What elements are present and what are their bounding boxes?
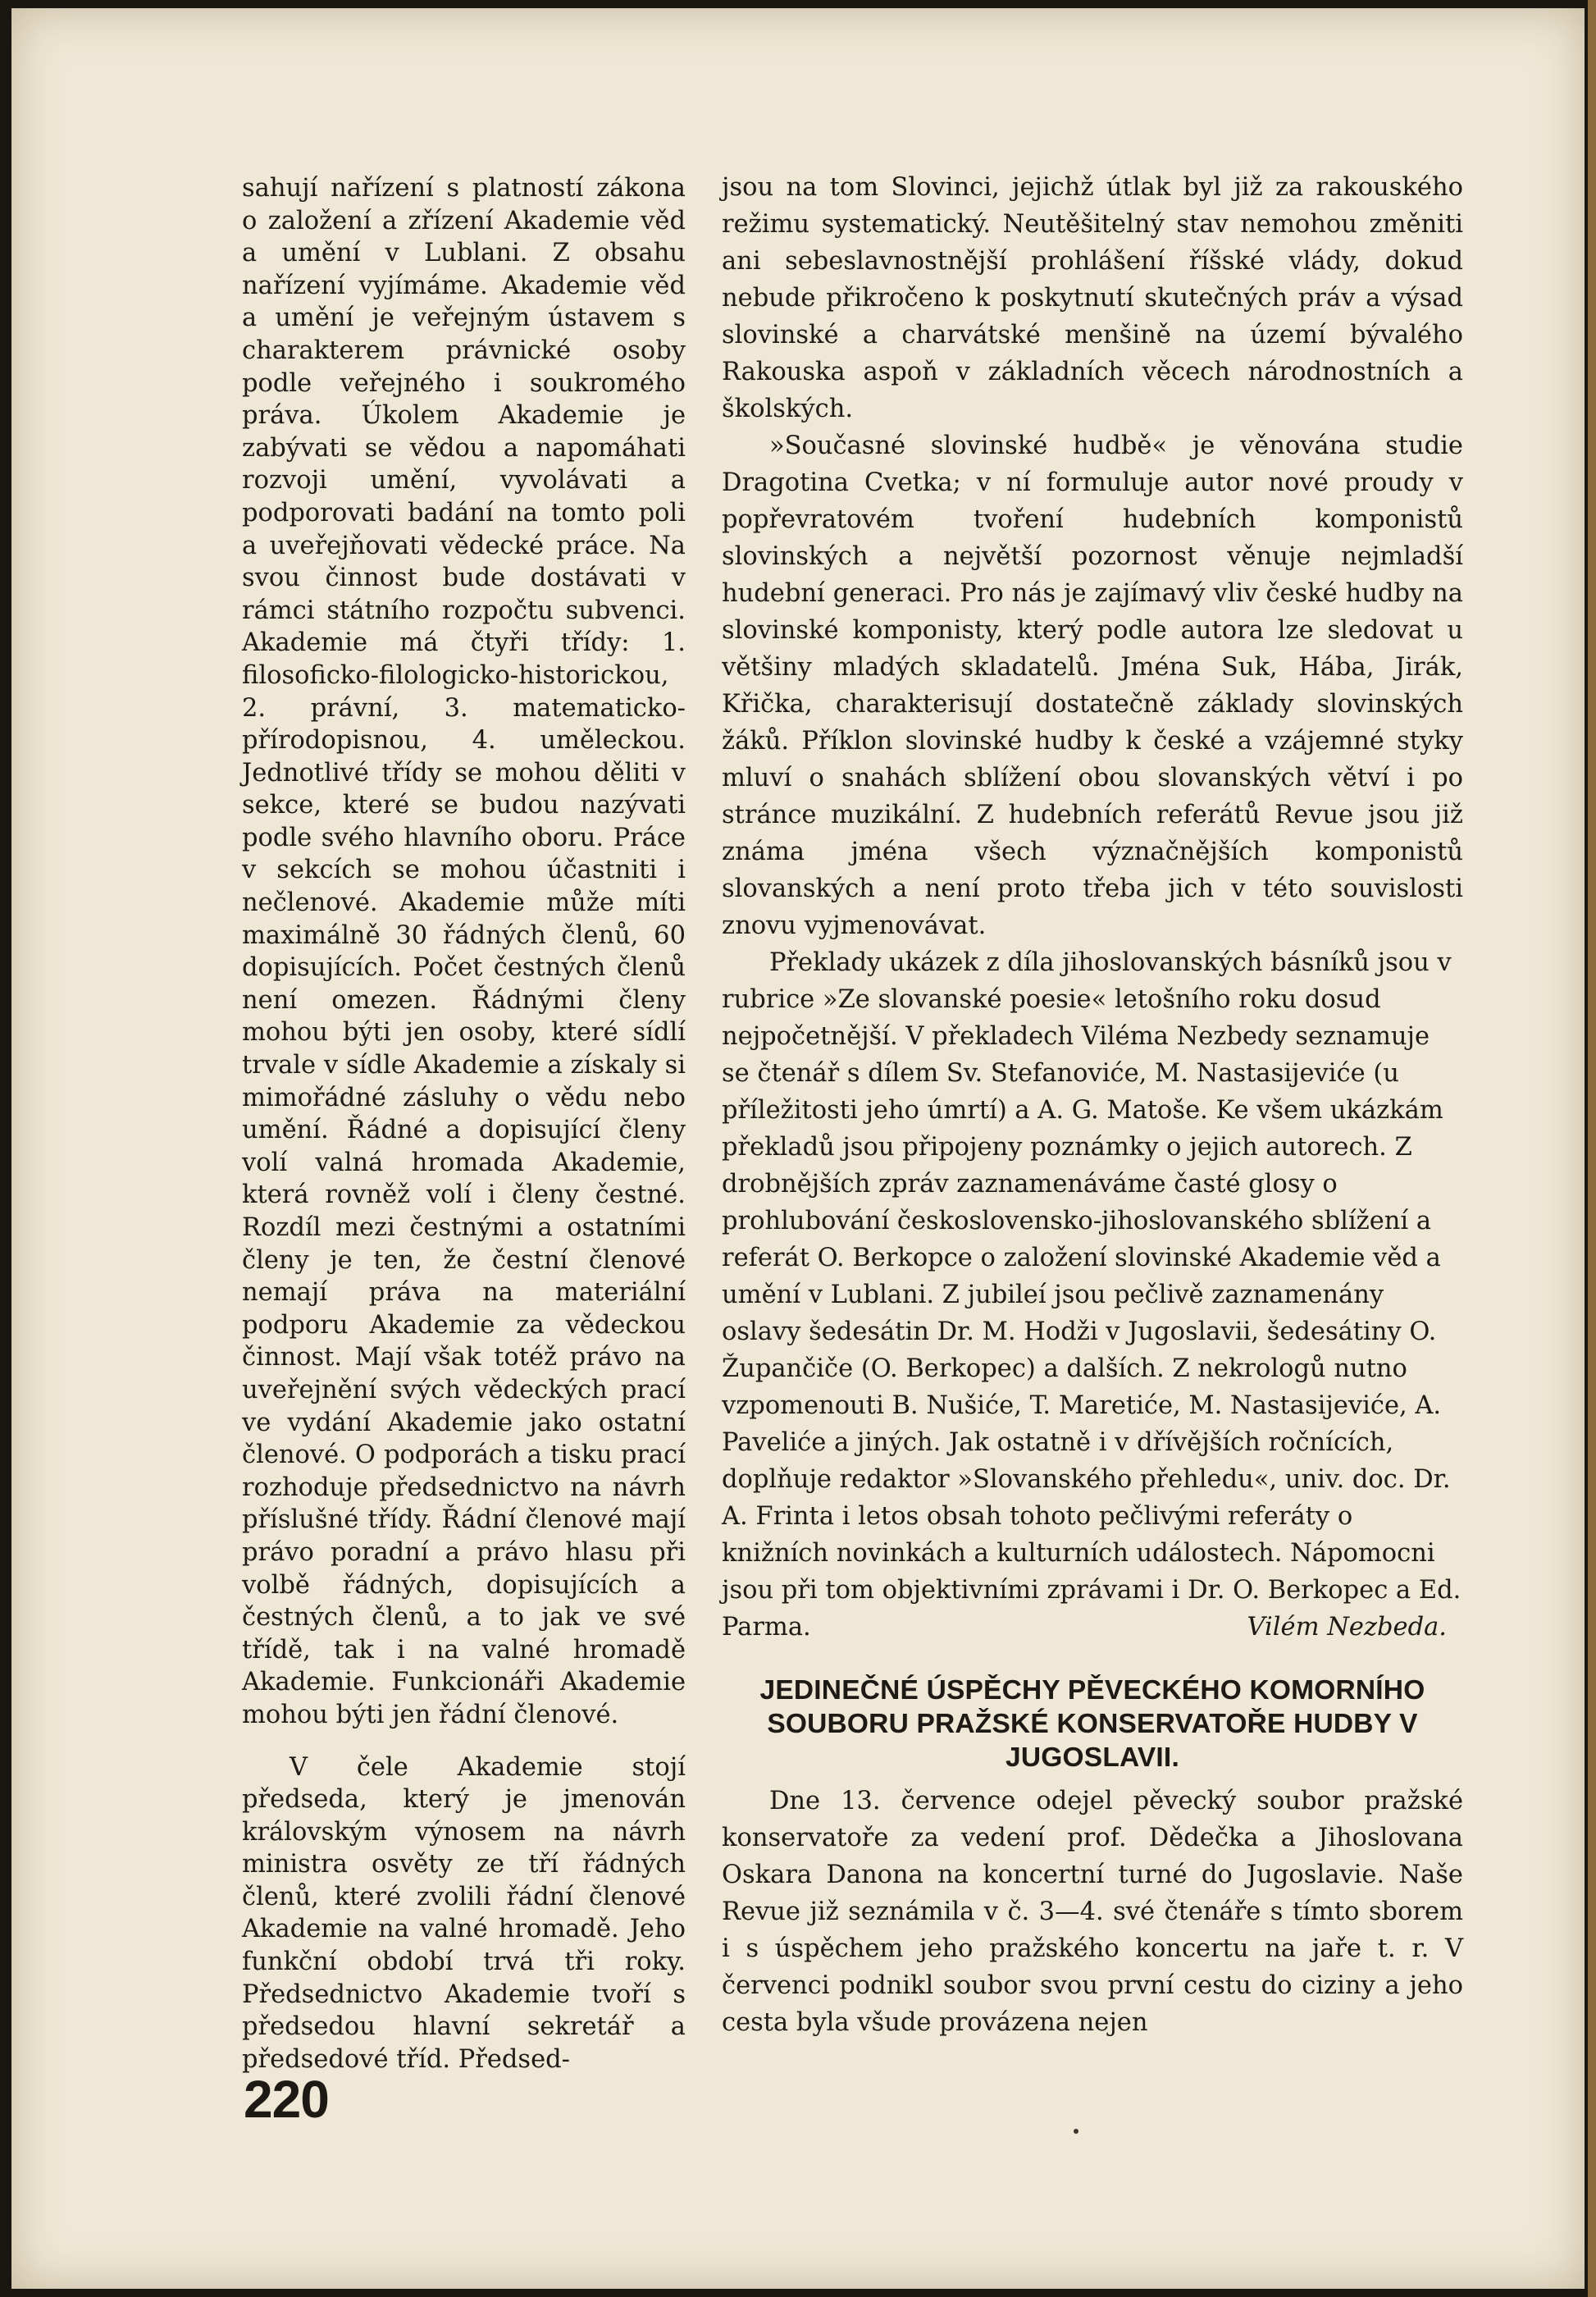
page-number: 220 [244, 2070, 329, 2129]
right-paragraph-3 [722, 944, 1463, 1646]
left-column [242, 172, 686, 2076]
article-paragraph: Dne 13. července odejel pěvecký soubor pražské konservatoře za vedení prof. Dědečka a Jihoslovana Oskara Danona na koncertní turné do Jugoslavie. Naše Revue již seznámila v č. 3—4. své čtenáře s tímto sborem i s úspěchem jeho pražského koncertu na jaře t. r. V červenci podnikl soubor svou první cestu do ciziny a jeho cesta byla všude provázena nejen [722, 1787, 1463, 2037]
left-paragraph-1: sahují nařízení s platností zákona o založení a zřízení Akademie věd a umění v Lublani. Z obsahu nařízení vyjímáme. Akademie věd a umění je veřejným ústavem s charakterem právnické osoby podle veřejného i soukromého práva. Úkolem Akademie je zabývati se vědou a napomáhati rozvoji umění, vyvolávati a podporovati badání na tomto poli a uveřejňovati vědecké práce. Na svou činnost bude dostávati v rámci státního rozpočtu subvenci. Akademie má čtyři třídy: 1. filosoficko-filologicko-historickou, 2. právní, 3. matematicko-přírodopisnou, 4. uměleckou. Jednotlivé třídy se mohou děliti v sekce, které se budou nazývati podle svého hlavního oboru. Práce v sekcích se mohou účastniti i nečlenové. Akademie může míti maximálně 30 řádných členů, 60 dopisujících. Počet čestných členů není omezen. Řádnými členy mohou býti jen osoby, které sídlí trvale v sídle Akademie a získaly si mimořádné zásluhy o vědu nebo umění. Řádné a dopisující členy volí valná hromada Akademie, která rovněž volí i členy čestné. Rozdíl mezi čestnými a ostatními členy je ten, že čestní členové nemají práva na materiální podporu Akademie za vědeckou činnost. Mají však totéž právo na uveřejnění svých vědeckých prací ve vydání Akademie jako ostatní členové. O podporách a tisku prací rozhoduje předsednictvo na návrh příslušné třídy. Řádní členové mají právo poradní a právo hlasu při volbě řádných, dopisujících a čestných členů, a to jak ve své třídě, tak i na valné hromadě Akademie. Funkcionáři Akademie mohou býti jen řádní členové. [242, 174, 686, 1729]
right-paragraph-1: jsou na tom Slovinci, jejichž útlak byl již za rakouského režimu systematický. Neutěšitelný stav nemohou změniti ani sebeslavnostnější prohlášení říšské vlády, dokud nebude přikročeno k poskytnutí skutečných práv a výsad slovinské a charvátské menšině na území bývalého Rakouska aspoň v základních věcech národnostních a školských. [722, 173, 1463, 423]
article-title: JEDINEČNÉ ÚSPĚCHY PĚVECKÉHO KOMORNÍHO SOUBORU PRAŽSKÉ KONSERVATOŘE HUDBY V JUGOSLAVII. [759, 1675, 1425, 1773]
left-paragraph-2: V čele Akademie stojí předseda, který je jmenován královským výnosem na návrh ministra osvěty ze tří řádných členů, které zvolili řádní členové Akademie na valné hromadě. Jeho funkční období trvá tři roky. Předsednictvo Akademie tvoří s předsedou hlavní sekretář a předsedové tříd. Předsed- [242, 1752, 686, 2074]
page-edge-strip [1588, 0, 1596, 2297]
right-paragraph-3-text: Překlady ukázek z díla jihoslovanských básníků jsou v rubrice »Ze slovanské poesie« letošního roku dosud nejpočetnější. V překladech Viléma Nezbedy seznamuje se čtenář s dílem Sv. Stefanoviće, M. Nastasijeviće (u příležitosti jeho úmrtí) a A. G. Matoše. Ke všem ukázkám překladů jsou připojeny poznámky o jejich autorech. Z drobnějších zpráv zaznamenáváme časté glosy o prohlubování československo-jihoslovanského sblížení a referát O. Berkopce o založení slovinské Akademie věd a umění v Lublani. Z jubileí jsou pečlivě zaznamenány oslavy šedesátin Dr. M. Hodži v Jugoslavii, šedesátiny O. Župančiče (O. Berkopec) a dalších. Z nekrologů nutno vzpomenouti B. Nušiće, T. Maretiće, M. Nastasijeviće, A. Paveliće a jiných. Jak ostatně i v dřívějších ročnících, doplňuje redaktor »Slovanského přehledu«, univ. doc. Dr. A. Frinta i letos obsah tohoto pečlivými referáty o knižních novinkách a kulturních událostech. Nápomocni jsou při tom objektivními zprávami i Dr. O. Berkopec a Ed. Parma. [722, 948, 1461, 1642]
book-page [11, 8, 1585, 2289]
ink-speck [1074, 2129, 1078, 2134]
right-column [722, 169, 1463, 2041]
author-signature: Vilém Nezbeda. [1247, 1613, 1447, 1642]
right-paragraph-2: »Současné slovinské hudbě« je věnována studie Dragotina Cvetka; v ní formuluje autor nové proudy v popřevratovém tvoření hudebních komponistů slovinských a největší pozornost věnuje nejmladší hudební generaci. Pro nás je zajímavý vliv české hudby na slovinské komponisty, který podle autora lze sledovat u většiny mladých skladatelů. Jména Suk, Hába, Jirák, Křička, charakterisují dostatečně základy slovinských žáků. Příklon slovinské hudby k české a vzájemné styky mluví o snahách sblížení obou slovanských větví i po stránce muzikální. Z hudebních referátů Revue jsou již známa jména všech význačnějších komponistů slovanských a není proto třeba jich v této souvislosti znovu vyjmenovávat. [722, 432, 1463, 940]
